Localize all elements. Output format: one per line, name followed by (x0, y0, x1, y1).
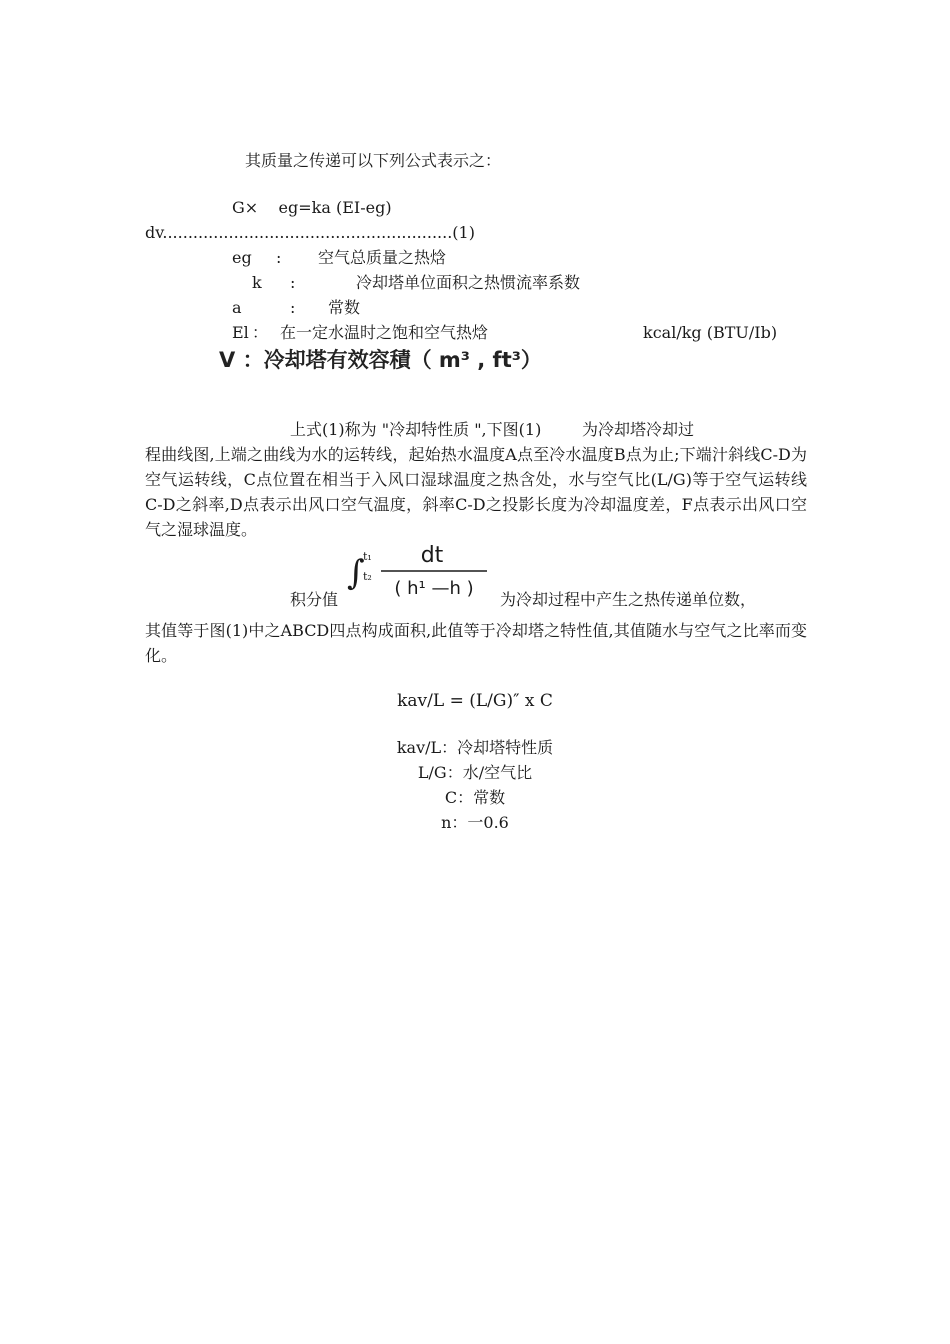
def-k-symbol: k (252, 273, 262, 292)
def-el-unit: kcal/kg (BTU/Ib) (643, 323, 778, 342)
integral-upper-limit: t₁ (363, 550, 372, 563)
def-k-sep: : (290, 273, 296, 292)
def-el-desc: 在一定水温时之饱和空气热焓 (280, 323, 489, 342)
def-el-sep: ： (252, 323, 269, 342)
def-v-line: V ：冷却塔有效容積（ m³ , ft³） (219, 348, 542, 372)
def-k-desc: 冷却塔单位面积之热惯流率系数 (356, 273, 581, 292)
formula-2: kav/L = (L/G)″ x C (397, 691, 553, 711)
legend-kav-l: kav/L：冷却塔特性质 (396, 738, 554, 757)
integral-numerator: dt (420, 543, 444, 568)
def-a-sep: : (290, 298, 296, 317)
legend-n: n：一0.6 (441, 813, 509, 832)
intro-line: 其质量之传递可以下列公式表示之： (245, 151, 502, 170)
def-el-symbol: El (232, 323, 249, 342)
paragraph-2-after: 为冷却过程中产生之热传递单位数， (500, 590, 757, 609)
legend-c: C：常数 (444, 788, 506, 807)
def-eg-sep: : (276, 248, 282, 267)
def-a-symbol: a (232, 298, 242, 317)
formula-1-line-a: G× eg=ka (EI-eg) (232, 198, 392, 217)
def-a-desc: 常数 (328, 298, 361, 317)
paragraph-2-lead: 积分值 (290, 590, 339, 609)
integral-lower-limit: t₂ (363, 570, 372, 583)
integral-denominator: ( h¹ —h ) (394, 578, 474, 599)
integral-sign: ∫ (347, 553, 365, 593)
def-eg-symbol: eg (232, 248, 252, 267)
paragraph-2-rest: 其值等于图(1)中之ABCD四点构成面积,此值等于冷却塔之特性值,其值随水与空气之比率而变化。 (145, 621, 807, 665)
def-eg-desc: 空气总质量之热焓 (318, 248, 447, 267)
paragraph-1-first: 上式(1)称为 "冷却特性质 ",下图(1) 为冷却塔冷却过 (290, 420, 694, 439)
legend-l-g: L/G：水/空气比 (417, 763, 533, 782)
formula-1-line-b: dv.........................................................(1) (145, 223, 475, 242)
integral-formula (347, 540, 497, 604)
paragraph-1-rest: 程曲线图,上端之曲线为水的运转线，起始热水温度A点至冷水温度B点为止;下端汁斜线C-D为空气运转线，C点位置在相当于入风口湿球温度之热含处，水与空气比(L/G)等于空气运转线C-D之斜率,D点表示出风口空气温度，斜率C-D之投影长度为冷却温度差，F点表示出风口空气之湿球温度。 (145, 445, 807, 539)
paragraph-1 (145, 417, 807, 542)
